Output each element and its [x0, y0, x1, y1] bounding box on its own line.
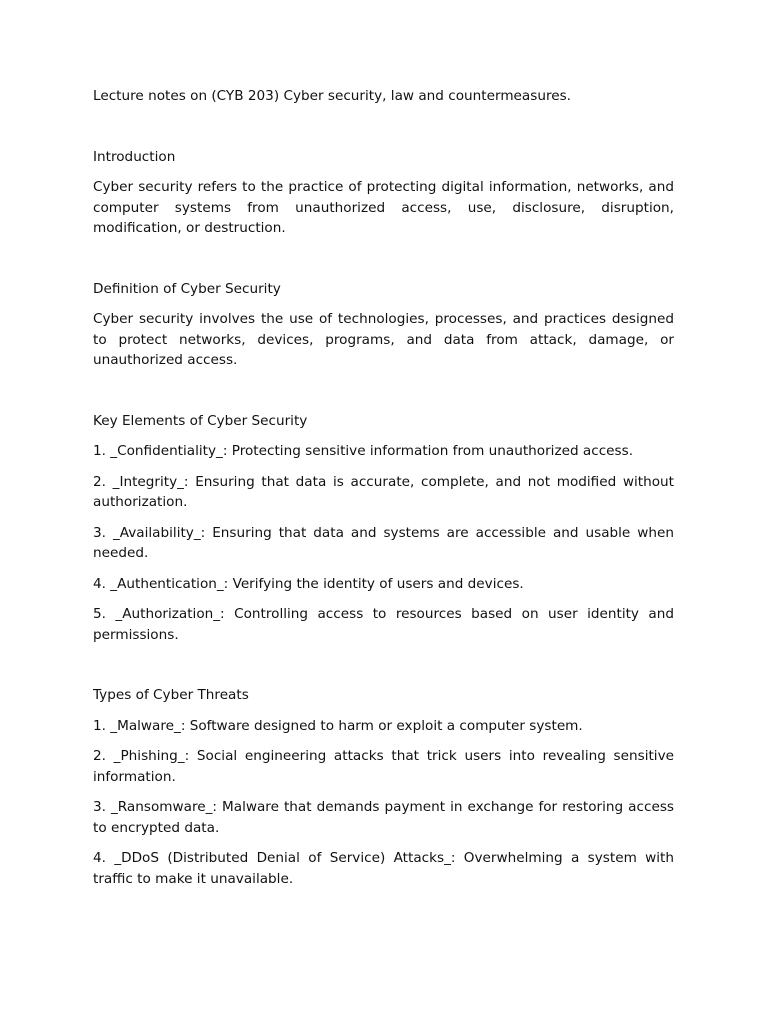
- list-item-key-element: 4. _Authentication_: Verifying the identity of users and devices.: [93, 575, 524, 592]
- document-title: Lecture notes on (CYB 203) Cyber security, law and countermeasures.: [93, 88, 572, 104]
- section-heading-key-elements: Key Elements of Cyber Security: [93, 412, 308, 429]
- section-heading-threats: Types of Cyber Threats: [93, 687, 249, 703]
- paragraph-introduction: Cyber security refers to the practice of protecting digital information, networks, and computer systems from unauthorized access, use, disclosure, disruption, modification, or destruction.: [93, 179, 674, 236]
- list-item-threat: 1. _Malware_: Software designed to harm or exploit a computer system.: [93, 717, 583, 734]
- list-item-key-element: 2. _Integrity_: Ensuring that data is accurate, complete, and not modified without authorization.: [93, 473, 674, 510]
- list-item-key-element: 5. _Authorization_: Controlling access to resources based on user identity and permissions.: [93, 606, 674, 643]
- list-item-threat: 3. _Ransomware_: Malware that demands payment in exchange for restoring access to encrypted data.: [93, 799, 674, 836]
- section-heading-introduction: Introduction: [93, 148, 176, 165]
- section-heading-definition: Definition of Cyber Security: [93, 280, 281, 297]
- paragraph-definition: Cyber security involves the use of technologies, processes, and practices designed to protect networks, devices, programs, and data from attack, damage, or unauthorized access.: [93, 311, 674, 368]
- document-body: [93, 86, 674, 899]
- list-item-key-element: 3. _Availability_: Ensuring that data and systems are accessible and usable when needed.: [93, 524, 674, 561]
- list-item-threat: 4. _DDoS (Distributed Denial of Service) Attacks_: Overwhelming a system with traffic to make it unavailable.: [93, 850, 674, 887]
- list-item-threat: 2. _Phishing_: Social engineering attacks that trick users into revealing sensitive information.: [93, 748, 674, 785]
- list-item-key-element: 1. _Confidentiality_: Protecting sensitive information from unauthorized access.: [93, 443, 634, 459]
